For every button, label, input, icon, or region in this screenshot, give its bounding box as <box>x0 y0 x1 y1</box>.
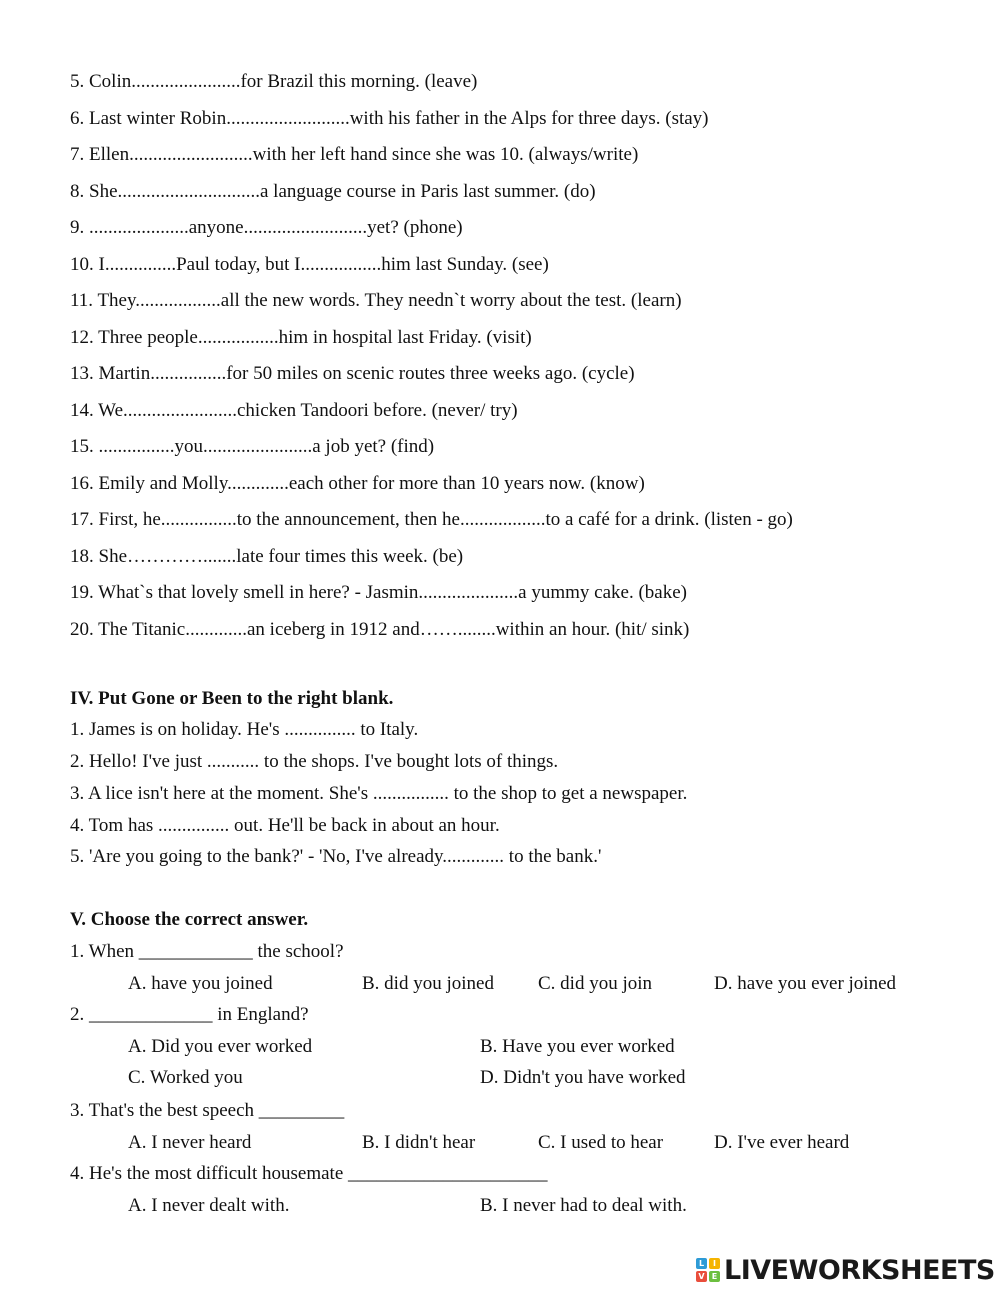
list-item: 6. Last winter Robin..........................with his father in the Alps for three days. (stay) <box>70 108 709 129</box>
answer-option: D. have you ever joined <box>714 973 897 994</box>
answer-option: B. I didn't hear <box>362 1132 476 1153</box>
list-item: 9. .....................anyone..........................yet? (phone) <box>70 217 463 238</box>
list-item: 19. What`s that lovely smell in here? - Jasmin.....................a yummy cake. (bake) <box>70 582 687 603</box>
list-item: 15. ................you.......................a job yet? (find) <box>70 436 435 457</box>
answer-option: C. I used to hear <box>538 1132 664 1153</box>
list-item: 1. James is on holiday. He's ............... to Italy. <box>70 719 419 740</box>
question-stem: 1. When ____________ the school? <box>70 941 344 962</box>
answer-option: A. I never heard <box>128 1132 252 1153</box>
answer-option: B. Have you ever worked <box>480 1036 675 1057</box>
answer-option: C. did you join <box>538 973 653 994</box>
logo-cell: I <box>709 1258 720 1269</box>
list-item: 7. Ellen..........................with her left hand since she was 10. (always/write) <box>70 144 639 165</box>
answer-option: A. have you joined <box>128 973 273 994</box>
logo-text: LIVEWORKSHEETS <box>724 1254 995 1286</box>
list-item: 13. Martin................for 50 miles on scenic routes three weeks ago. (cycle) <box>70 363 635 384</box>
logo-cell: L <box>696 1258 707 1269</box>
answer-option: A. I never dealt with. <box>128 1195 290 1216</box>
logo-cell: E <box>709 1271 720 1282</box>
list-item: 20. The Titanic.............an iceberg in 1912 and……........within an hour. (hit/ sink) <box>70 619 690 640</box>
list-item: 8. She..............................a language course in Paris last summer. (do) <box>70 181 596 202</box>
list-item: 11. They..................all the new words. They needn`t worry about the test. (learn) <box>70 290 682 311</box>
list-item: 10. I...............Paul today, but I.................him last Sunday. (see) <box>70 254 549 275</box>
list-item: 5. Colin.......................for Brazil this morning. (leave) <box>70 71 478 92</box>
list-item: 17. First, he................to the announcement, then he..................to a café for a drink. (listen - go) <box>70 509 793 530</box>
answer-option: B. I never had to deal with. <box>480 1195 687 1216</box>
answer-option: B. did you joined <box>362 973 494 994</box>
question-stem: 4. He's the most difficult housemate _____________________ <box>70 1163 548 1184</box>
list-item: 14. We........................chicken Tandoori before. (never/ try) <box>70 400 518 421</box>
list-item: 12. Three people.................him in hospital last Friday. (visit) <box>70 327 532 348</box>
list-item: 4. Tom has ............... out. He'll be back in about an hour. <box>70 815 500 836</box>
answer-option: D. Didn't you have worked <box>480 1067 686 1088</box>
logo-cell: V <box>696 1271 707 1282</box>
list-item: 18. She………….......late four times this week. (be) <box>70 546 464 567</box>
list-item: 5. 'Are you going to the bank?' - 'No, I've already............. to the bank.' <box>70 846 602 867</box>
list-item: 2. Hello! I've just ........... to the shops. I've bought lots of things. <box>70 751 559 772</box>
answer-option: A. Did you ever worked <box>128 1036 313 1057</box>
question-stem: 2. _____________ in England? <box>70 1004 309 1025</box>
section-heading: IV. Put Gone or Been to the right blank. <box>70 688 394 709</box>
question-stem: 3. That's the best speech _________ <box>70 1100 345 1121</box>
list-item: 3. A lice isn't here at the moment. She's ................ to the shop to get a newspaper. <box>70 783 688 804</box>
answer-option: C. Worked you <box>128 1067 243 1088</box>
liveworksheets-logo <box>696 1255 995 1285</box>
logo-icon <box>696 1258 720 1282</box>
list-item: 16. Emily and Molly.............each other for more than 10 years now. (know) <box>70 473 645 494</box>
section-heading: V. Choose the correct answer. <box>70 909 309 930</box>
answer-option: D. I've ever heard <box>714 1132 850 1153</box>
